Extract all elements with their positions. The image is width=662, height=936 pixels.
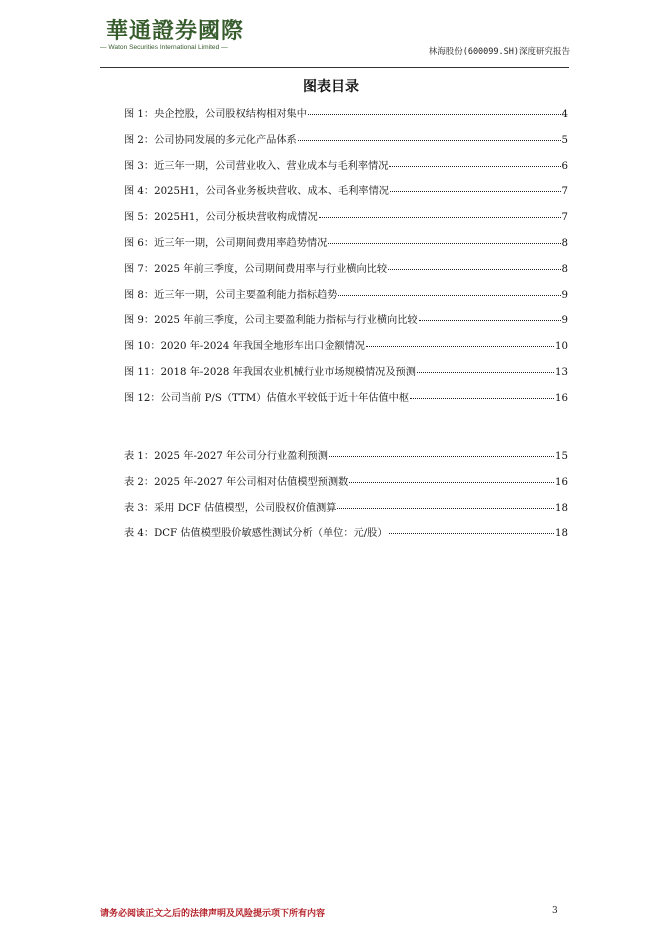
toc-item-page: 9 xyxy=(561,315,568,327)
dot-leader xyxy=(328,242,560,244)
toc-item-page: 18 xyxy=(555,528,568,540)
figure-toc-item[interactable] xyxy=(124,315,568,341)
figure-toc-item[interactable] xyxy=(124,290,568,316)
dot-leader xyxy=(329,455,554,457)
dot-leader xyxy=(308,113,561,115)
toc-item-page: 8 xyxy=(561,263,568,275)
figure-list xyxy=(124,109,568,419)
dot-leader xyxy=(388,268,561,270)
dot-leader xyxy=(389,165,560,167)
toc-item-label: 图 4：2025H1，公司各业务板块营收、成本、毛利率情况 xyxy=(124,186,389,198)
table-toc-item[interactable] xyxy=(124,477,568,503)
dot-leader xyxy=(319,216,561,218)
toc-item-page: 9 xyxy=(561,289,568,301)
dot-leader xyxy=(419,319,561,321)
figure-toc-item[interactable] xyxy=(124,212,568,238)
toc-item-page: 10 xyxy=(555,341,568,353)
dot-leader xyxy=(410,397,554,399)
dot-leader xyxy=(338,294,560,296)
table-toc-item[interactable] xyxy=(124,451,568,477)
figure-toc-item[interactable] xyxy=(124,264,568,290)
dot-leader xyxy=(298,139,561,141)
toc-item-page: 13 xyxy=(555,366,568,378)
page-number: 3 xyxy=(552,906,558,916)
dot-leader xyxy=(366,345,554,347)
figure-toc-item[interactable] xyxy=(124,135,568,161)
toc-item-label: 表 1：2025 年-2027 年公司分行业盈利预测 xyxy=(124,451,328,462)
company-logo: 華通證券國際 xyxy=(106,18,245,44)
figure-toc-item[interactable] xyxy=(124,238,568,264)
figure-toc-item[interactable] xyxy=(124,161,568,187)
toc-item-label: 表 3：采用 DCF 估值模型，公司股权价值测算 xyxy=(124,502,337,514)
toc-item-label: 图 11：2018 年-2028 年我国农业机械行业市场规模情况及预测 xyxy=(124,366,416,378)
dot-leader xyxy=(337,507,554,509)
toc-item-label: 表 2：2025 年-2027 年公司相对估值模型预测数 xyxy=(124,476,349,488)
figure-toc-item[interactable] xyxy=(124,341,568,367)
toc-item-page: 4 xyxy=(561,109,568,120)
toc-item-page: 16 xyxy=(555,392,568,404)
toc-item-label: 图 10：2020 年-2024 年我国全地形车出口金额情况 xyxy=(124,341,365,353)
dot-leader xyxy=(349,481,554,483)
toc-item-label: 图 1：央企控股，公司股权结构相对集中 xyxy=(124,109,307,120)
toc-item-page: 6 xyxy=(561,160,568,172)
table-toc-item[interactable] xyxy=(124,503,568,529)
dot-leader xyxy=(390,190,561,192)
dot-leader xyxy=(417,371,554,373)
toc-item-label: 图 12：公司当前 P/S（TTM）估值水平较低于近十年估值中枢 xyxy=(124,392,410,404)
toc-item-label: 图 2：公司协同发展的多元化产品体系 xyxy=(124,134,297,146)
toc-item-label: 图 5：2025H1，公司分板块营收构成情况 xyxy=(124,212,318,224)
report-tag: 林海股份(600099.SH)深度研究报告 xyxy=(428,47,570,57)
figure-toc-item[interactable] xyxy=(124,186,568,212)
figure-toc-item[interactable] xyxy=(124,367,568,393)
figure-toc-item[interactable] xyxy=(124,393,568,419)
header-divider xyxy=(100,67,569,68)
toc-item-page: 5 xyxy=(561,134,568,146)
toc-item-page: 7 xyxy=(561,186,568,198)
toc-item-label: 图 9：2025 年前三季度，公司主要盈利能力指标与行业横向比较 xyxy=(124,315,418,327)
toc-item-label: 图 6：近三年一期，公司期间费用率趋势情况 xyxy=(124,237,328,249)
table-toc-item[interactable] xyxy=(124,528,568,554)
toc-item-label: 图 3：近三年一期，公司营业收入、营业成本与毛利率情况 xyxy=(124,160,389,172)
legal-disclaimer-note: 请务必阅读正文之后的法律声明及风险提示项下所有内容 xyxy=(100,909,326,919)
toc-item-label: 表 4：DCF 估值模型股价敏感性测试分析（单位：元/股） xyxy=(124,528,388,540)
toc-item-page: 15 xyxy=(555,451,568,462)
table-list xyxy=(124,451,568,554)
page-header xyxy=(100,14,570,68)
toc-item-page: 8 xyxy=(561,237,568,249)
toc-item-label: 图 7：2025 年前三季度，公司期间费用率与行业横向比较 xyxy=(124,263,388,275)
toc-item-page: 16 xyxy=(555,476,568,488)
figure-toc-item[interactable] xyxy=(124,109,568,135)
toc-item-page: 18 xyxy=(555,502,568,514)
toc-title: 图表目录 xyxy=(303,79,359,95)
dot-leader xyxy=(389,532,554,534)
toc-item-label: 图 8：近三年一期，公司主要盈利能力指标趋势 xyxy=(124,289,338,301)
company-logo-english: — Waton Securities International Limited — xyxy=(100,44,228,51)
toc-item-page: 7 xyxy=(561,212,568,224)
